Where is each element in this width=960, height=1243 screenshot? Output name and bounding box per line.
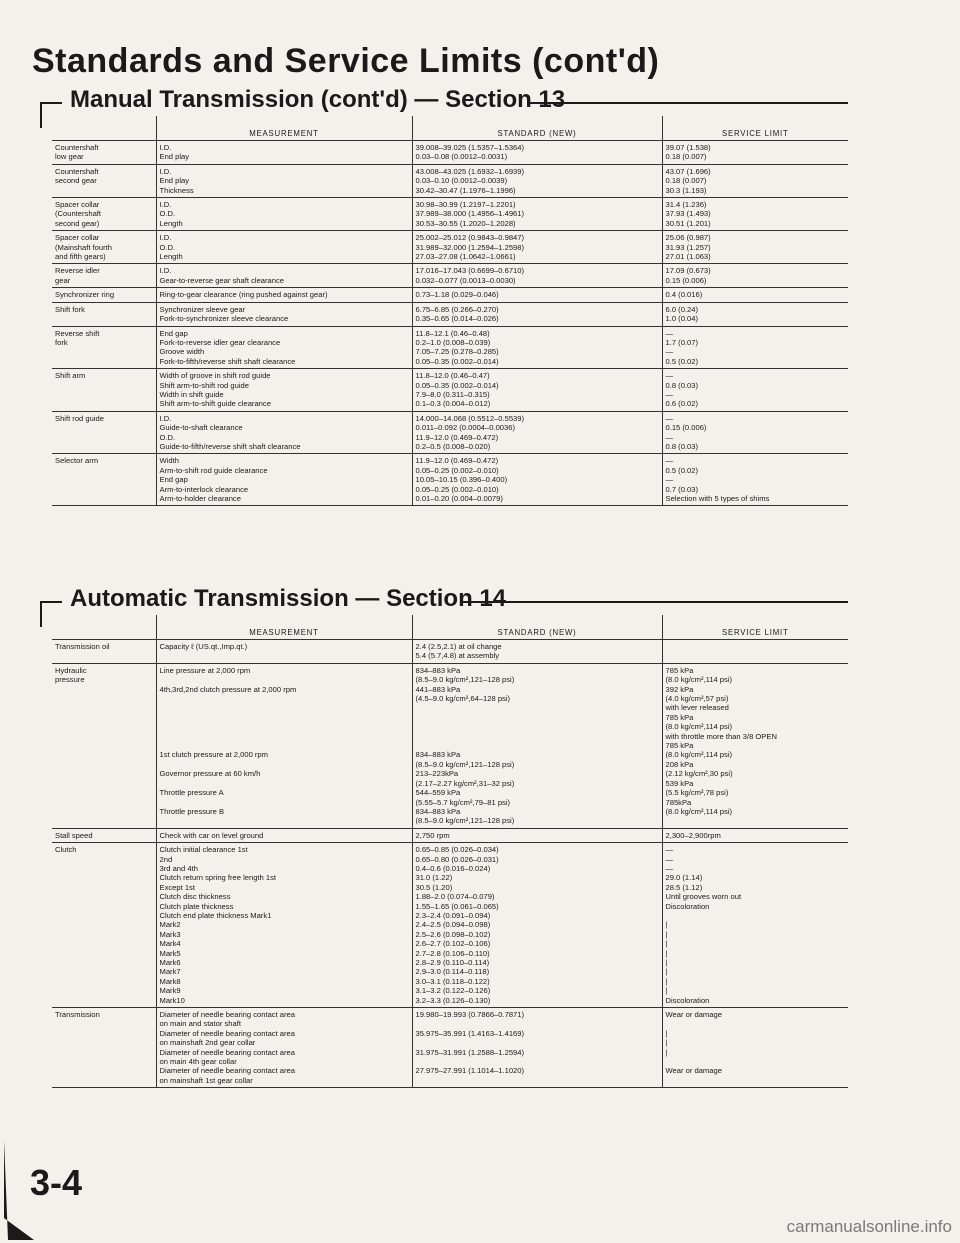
- measurement-cell: I.D. Guide-to-shaft clearance O.D. Guide-to-fifth/reverse shift shaft clearance: [156, 411, 412, 454]
- standard-cell: 39.008–39.025 (1.5357–1.5364) 0.03–0.08 (0.0012–0.0031): [412, 141, 662, 165]
- table-row: [52, 369, 848, 412]
- table-row: [52, 1008, 848, 1088]
- measurement-cell: I.D. End play: [156, 141, 412, 165]
- column-header-standard: STANDARD (NEW): [412, 116, 662, 141]
- component-cell: Stall speed: [52, 828, 156, 842]
- component-cell: Hydraulic pressure: [52, 663, 156, 828]
- standard-cell: 0.65–0.85 (0.026–0.034) 0.65–0.80 (0.026–0.031) 0.4–0.6 (0.016–0.024) 31.0 (1.22) 30.5 (1.20) 1.88–2.0 (0.074–0.079) 1.55–1.65 (0.061–0.065) 2.3–2.4 (0.091–0.094) 2.4–2.5 (0.094–0.098) 2.5–2.6 (0.098–0.102) 2.6–2.7 (0.102–0.106) 2.7–2.8 (0.106–0.110) 2.8–2.9 (0.110–0.114) 2.9–3.0 (0.114–0.118) 3.0–3.1 (0.118–0.122) 3.1–3.2 (0.122–0.126) 3.2–3.3 (0.126–0.130): [412, 843, 662, 1008]
- component-cell: Clutch: [52, 843, 156, 1008]
- standard-cell: 834–883 kPa (8.5–9.0 kg/cm²,121–128 psi) 441–883 kPa (4.5–9.0 kg/cm²,64–128 psi) 834–883 kPa (8.5–9.0 kg/cm²,121–128 psi) 213–223kPa (2.17–2.27 kg/cm²,31–32 psi) 544–559 kPa (5.55–5.7 kg/cm²,79–81 psi) 834–883 kPa (8.5–9.0 kg/cm²,121–128 psi): [412, 663, 662, 828]
- service-limit-cell: 25.06 (0.987) 31.93 (1.257) 27.01 (1.063): [662, 231, 848, 264]
- section-rule: [40, 102, 42, 128]
- table-row: [52, 843, 848, 1008]
- service-limit-cell: 0.4 (0.016): [662, 288, 848, 302]
- component-cell: Spacer collar (Countershaft second gear): [52, 198, 156, 231]
- service-limit-cell: 17.09 (0.673) 0.15 (0.006): [662, 264, 848, 288]
- standard-cell: 6.75–6.85 (0.266–0.270) 0.35–0.65 (0.014–0.026): [412, 302, 662, 326]
- service-limit-cell: 785 kPa (8.0 kg/cm²,114 psi) 392 kPa (4.0 kg/cm²,57 psi) with lever released 785 kPa (8.0 kg/cm²,114 psi) with throttle more than 3/8 OPEN 785 kPa (8.0 kg/cm²,114 psi) 208 kPa (2.12 kg/cm²,30 psi) 539 kPa (5.5 kg/cm²,78 psi) 785kPa (8.0 kg/cm²,114 psi): [662, 663, 848, 828]
- section-rule: [530, 102, 848, 104]
- measurement-cell: Clutch initial clearance 1st 2nd 3rd and 4th Clutch return spring free length 1st Except 1st Clutch disc thickness Clutch plate thickness Clutch end plate thickness Mark1 Mark2 Mark3 Mark4 Mark5 Mark6 Mark7 Mark8 Mark9 Mark10: [156, 843, 412, 1008]
- component-cell: Shift fork: [52, 302, 156, 326]
- service-limit-cell: [662, 640, 848, 664]
- table-header-row: [52, 116, 848, 141]
- standard-cell: 25.002–25.012 (0.9843–0.9847) 31.989–32.000 (1.2594–1.2598) 27.03–27.08 (1.0642–1.0661): [412, 231, 662, 264]
- automatic-spec-table: [52, 615, 848, 1088]
- table-row: [52, 640, 848, 664]
- service-limit-cell: — — — 29.0 (1.14) 28.5 (1.12) Until grooves worn out Discoloration | | | | | | | | Discoloration: [662, 843, 848, 1008]
- table-row: [52, 326, 848, 369]
- standard-cell: 0.73–1.18 (0.029–0.046): [412, 288, 662, 302]
- service-limit-cell: — 0.5 (0.02) — 0.7 (0.03) Selection with 5 types of shims: [662, 454, 848, 506]
- table-row: [52, 164, 848, 197]
- component-cell: Reverse shift fork: [52, 326, 156, 369]
- component-cell: Countershaft second gear: [52, 164, 156, 197]
- table-row: [52, 288, 848, 302]
- component-cell: Shift rod guide: [52, 411, 156, 454]
- service-limit-cell: 43.07 (1.696) 0.18 (0.007) 30.3 (1.193): [662, 164, 848, 197]
- standard-cell: 2,750 rpm: [412, 828, 662, 842]
- column-header-component: [52, 116, 156, 141]
- service-limit-cell: — 0.8 (0.03) — 0.6 (0.02): [662, 369, 848, 412]
- measurement-cell: Ring-to-gear clearance (ring pushed against gear): [156, 288, 412, 302]
- table-row: [52, 231, 848, 264]
- table-row: [52, 454, 848, 506]
- table-row: [52, 411, 848, 454]
- table-row: [52, 198, 848, 231]
- measurement-cell: Check with car on level ground: [156, 828, 412, 842]
- section-rule: [40, 601, 42, 627]
- measurement-cell: End gap Fork-to-reverse idler gear clearance Groove width Fork-to-fifth/reverse shift shaft clearance: [156, 326, 412, 369]
- column-header-service-limit: SERVICE LIMIT: [662, 615, 848, 640]
- measurement-cell: Width of groove in shift rod guide Shift arm-to-shift rod guide Width in shift guide Shift arm-to-shift guide clearance: [156, 369, 412, 412]
- measurement-cell: Capacity ℓ (US.qt.,Imp.qt.): [156, 640, 412, 664]
- component-cell: Countershaft low gear: [52, 141, 156, 165]
- page-title: Standards and Service Limits (cont'd): [32, 42, 660, 80]
- measurement-cell: Line pressure at 2,000 rpm 4th,3rd,2nd clutch pressure at 2,000 rpm 1st clutch pressure at 2,000 rpm Governor pressure at 60 km/h Throttle pressure A Throttle pressure B: [156, 663, 412, 828]
- standard-cell: 14.000–14.068 (0.5512–0.5539) 0.011–0.092 (0.0004–0.0036) 11.9–12.0 (0.469–0.472) 0.2–0.5 (0.008–0.020): [412, 411, 662, 454]
- table-row: [52, 828, 848, 842]
- component-cell: Reverse idler gear: [52, 264, 156, 288]
- standard-cell: 17.016–17.043 (0.6699–0.6710) 0.032–0.077 (0.0013–0.0030): [412, 264, 662, 288]
- column-header-component: [52, 615, 156, 640]
- standard-cell: 11.8–12.1 (0.46–0.48) 0.2–1.0 (0.008–0.039) 7.05–7.25 (0.278–0.285) 0.05–0.35 (0.002–0.014): [412, 326, 662, 369]
- service-limit-cell: — 0.15 (0.006) — 0.8 (0.03): [662, 411, 848, 454]
- service-limit-cell: 2,300–2,900rpm: [662, 828, 848, 842]
- measurement-cell: Synchronizer sleeve gear Fork-to-synchronizer sleeve clearance: [156, 302, 412, 326]
- component-cell: Synchronizer ring: [52, 288, 156, 302]
- component-cell: Transmission: [52, 1008, 156, 1088]
- table-row: [52, 302, 848, 326]
- measurement-cell: Diameter of needle bearing contact area on main and stator shaft Diameter of needle bearing contact area on mainshaft 2nd gear collar Diameter of needle bearing contact area on main 4th gear collar Diameter of needle bearing contact area on mainshaft 1st gear collar: [156, 1008, 412, 1088]
- component-cell: Selector arm: [52, 454, 156, 506]
- service-limit-cell: 31.4 (1.236) 37.93 (1.493) 30.51 (1.201): [662, 198, 848, 231]
- component-cell: Shift arm: [52, 369, 156, 412]
- column-header-measurement: MEASUREMENT: [156, 116, 412, 141]
- table-row: [52, 264, 848, 288]
- watermark: carmanualsonline.info: [786, 1217, 952, 1236]
- table-row: [52, 141, 848, 165]
- measurement-cell: Width Arm-to-shift rod guide clearance End gap Arm-to-interlock clearance Arm-to-holder clearance: [156, 454, 412, 506]
- service-limit-cell: Wear or damage | | | Wear or damage: [662, 1008, 848, 1088]
- standard-cell: 11.9–12.0 (0.469–0.472) 0.05–0.25 (0.002–0.010) 10.05–10.15 (0.396–0.400) 0.05–0.25 (0.002–0.010) 0.01–0.20 (0.004–0.0079): [412, 454, 662, 506]
- standard-cell: 2.4 (2.5,2.1) at oil change 5.4 (5.7,4.8) at assembly: [412, 640, 662, 664]
- component-cell: Spacer collar (Mainshaft fourth and fifth gears): [52, 231, 156, 264]
- standard-cell: 43.008–43.025 (1.6932–1.6939) 0.03–0.10 (0.0012–0.0039) 30.42–30.47 (1.1976–1.1996): [412, 164, 662, 197]
- measurement-cell: I.D. O.D. Length: [156, 198, 412, 231]
- section-rule: [40, 102, 62, 104]
- component-cell: Transmission oil: [52, 640, 156, 664]
- column-header-standard: STANDARD (NEW): [412, 615, 662, 640]
- column-header-service-limit: SERVICE LIMIT: [662, 116, 848, 141]
- section-rule: [40, 601, 62, 603]
- manual-spec-table: [52, 116, 848, 506]
- measurement-cell: I.D. O.D. Length: [156, 231, 412, 264]
- section-rule: [462, 601, 848, 603]
- table-header-row: [52, 615, 848, 640]
- service-limit-cell: — 1.7 (0.07) — 0.5 (0.02): [662, 326, 848, 369]
- standard-cell: 19.980–19.993 (0.7866–0.7871) 35.975–35.991 (1.4163–1.4169) 31.975–31.991 (1.2588–1.2594) 27.975–27.991 (1.1014–1.1020): [412, 1008, 662, 1088]
- manual-section-title: Manual Transmission (cont'd) — Section 13: [64, 86, 571, 114]
- table-row: [52, 663, 848, 828]
- measurement-cell: I.D. End play Thickness: [156, 164, 412, 197]
- standard-cell: 11.8–12.0 (0.46–0.47) 0.05–0.35 (0.002–0.014) 7.9–8.0 (0.311–0.315) 0.1–0.3 (0.004–0.012): [412, 369, 662, 412]
- measurement-cell: I.D. Gear-to-reverse gear shaft clearance: [156, 264, 412, 288]
- service-limit-cell: 6.0 (0.24) 1.0 (0.04): [662, 302, 848, 326]
- automatic-section-title: Automatic Transmission — Section 14: [64, 585, 512, 613]
- page-number: 3-4: [30, 1162, 83, 1203]
- column-header-measurement: MEASUREMENT: [156, 615, 412, 640]
- service-limit-cell: 39.07 (1.538) 0.18 (0.007): [662, 141, 848, 165]
- standard-cell: 30.98–30.99 (1.2197–1.2201) 37.989–38.000 (1.4956–1.4961) 30.53–30.55 (1.2020–1.2028): [412, 198, 662, 231]
